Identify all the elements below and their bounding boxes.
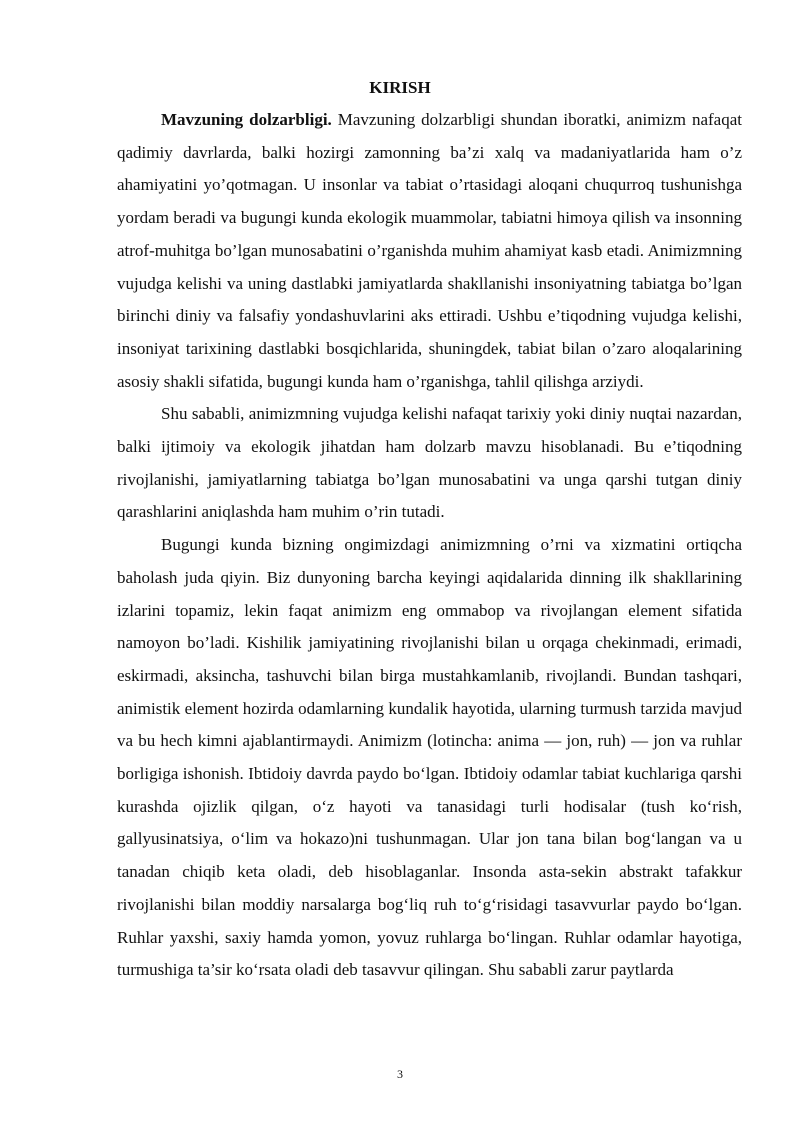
paragraph-lead: Mavzuning dolzarbligi. (161, 110, 332, 129)
paragraph-relevance (117, 104, 742, 398)
paragraph-animism-today: Bugungi kunda bizning ongimizdagi animizmning o’rni va xizmatini ortiqcha baholash juda qiyin. Biz dunyoning barcha keyingi aqidalarida dinning ilk shakllarining izlarini topamiz, lekin faqat animizm eng ommabop va rivojlangan element sifatida namoyon bo’ladi. Kishilik jamiyatining rivojlanishi bilan u orqaga chekinmadi, erimadi, eskirmadi, aksincha, tashuvchi bilan birga mustahkamlanib, rivojlandi. Bundan tashqari, animistik element hozirda odamlarning kundalik hayotida, ularning turmush tarzida mavjud va bu hech kimni ajablantirmaydi. Animizm (lotincha: anima — jon, ruh) — jon va ruhlar borligiga ishonish. Ibtidoiy davrda paydo bo‘lgan. Ibtidoiy odamlar tabiat kuchlariga qarshi kurashda ojizlik qilgan, o‘z hayoti va tanasidagi turli hodisalar (tush ko‘rish, gallyusinatsiya, o‘lim va hokazo)ni tushunmagan. Ular jon tana bilan bog‘langan va u tanadan chiqib keta oladi, deb hisoblaganlar. Insonda asta-sekin abstrakt tafakkur rivojlanishi bilan moddiy narsalarga bog‘liq ruh to‘g‘risidagi tasavvurlar paydo bo‘lgan. Ruhlar yaxshi, saxiy hamda yomon, yovuz ruhlarga bo‘lingan. Ruhlar odamlar hayotiga, turmushiga ta’sir ko‘rsata oladi deb tasavvur qilingan. Shu sababli zarur paytlarda (117, 535, 742, 980)
section-heading: KIRISH (369, 78, 431, 97)
body-text (117, 104, 742, 987)
page-number: 3 (397, 1067, 403, 1081)
paragraph-significance: Shu sababli, animizmning vujudga kelishi nafaqat tarixiy yoki diniy nuqtai nazardan, balki ijtimoiy va ekologik jihatdan ham dolzarb mavzu hisoblanadi. Bu e’tiqodning rivojlanishi, jamiyatlarning tabiatga bo’lgan munosabatini va unga qarshi tutgan diniy qarashlarini aniqlashda ham muhim o’rin tutadi. (117, 404, 742, 522)
paragraph-text: Mavzuning dolzarbligi shundan iboratki, animizm nafaqat qadimiy davrlarda, balki hozirgi zamonning ba’zi xalq va madaniyatlarida ham o’z ahamiyatini yo’qotmagan. U insonlar va tabiat o’rtasidagi aloqani chuqurroq tushunishga yordam beradi va bugungi kunda ekologik muammolar, tabiatni himoya qilish va insonning atrof-muhitga bo’lgan munosabatini o’rganishda muhim ahamiyat kasb etadi. Animizmning vujudga kelishi va uning dastlabki jamiyatlarda shakllanishi insoniyatning tabiatga bo’lgan birinchi diniy va falsafiy yondashuvlarini aks ettiradi. Ushbu e’tiqodning vujudga kelishi, insoniyat tarixining dastlabki bosqichlarida, shuningdek, tabiat bilan o’zaro aloqalarining asosiy shakli sifatida, bugungi kunda ham o’rganishga, tahlil qilishga arziydi. (117, 110, 742, 391)
